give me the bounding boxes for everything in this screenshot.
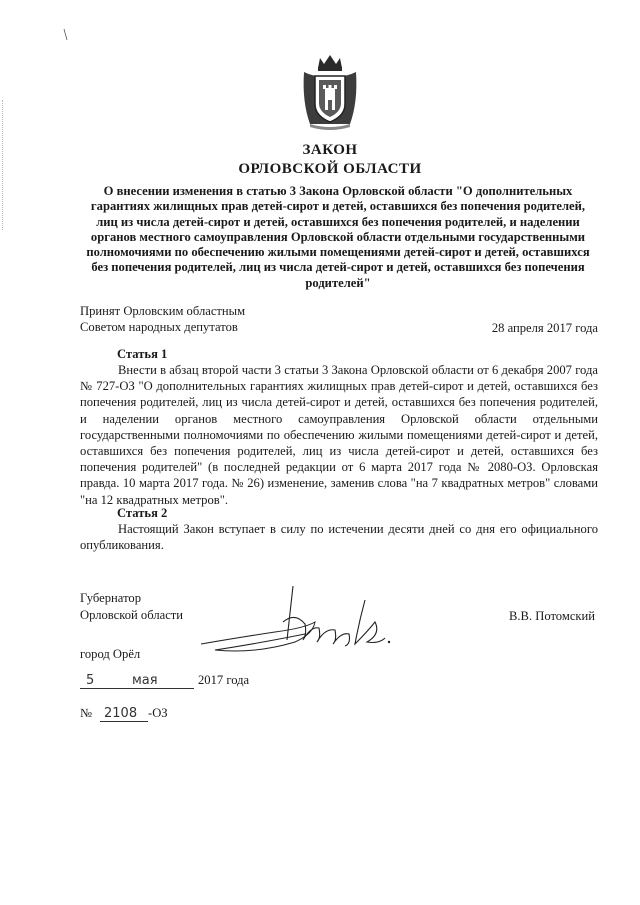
signatory-title: [80, 590, 183, 624]
signing-year: 2017 года: [198, 673, 250, 687]
handwritten-signature: [195, 582, 395, 662]
signing-date: [80, 673, 300, 693]
document-title-line1: ЗАКОН: [302, 142, 358, 158]
law-number-value: 2108: [104, 706, 138, 721]
day-underline: [80, 687, 114, 689]
coat-of-arms-icon: [300, 52, 360, 132]
place-of-signing: город Орёл: [80, 647, 141, 661]
signing-month: мая: [132, 673, 158, 688]
law-number-suffix: -ОЗ: [148, 706, 168, 720]
signatory-title-line1: Губернатор: [80, 591, 141, 605]
article-1-text: Внести в абзац второй части 3 статьи 3 Закона Орловской области от 6 декабря 2007 года № 727-ОЗ "О дополнительных гарантиях жилищных прав детей-сирот и детей, оставшихся без попечения родителей, лиц из числа детей-сирот и детей, оставшихся без попечения родителей, и наделении органов местного самоуправления Орловской области отдельными государственными полномочиями по обеспечению жилыми помещениями детей-сирот и детей, оставшихся без попечения родителей, лиц из числа детей-сирот и детей, оставшихся без попечения родителей" (в последней редакции от 6 марта 2017 года № 2080-ОЗ. Орловская правда. 10 марта 2017 года. № 26) изменение, заменив слова "на 7 квадратных метров" словами "на 12 квадратных метров".: [80, 363, 598, 507]
signing-day: 5: [86, 673, 95, 688]
article-2-heading: Статья 2: [117, 506, 168, 520]
number-underline: [100, 720, 148, 722]
law-number: [80, 706, 280, 726]
article-2-text: Настоящий Закон вступает в силу по истечении десяти дней со дня его официального опубликования.: [80, 522, 598, 553]
article-1-heading: Статья 1: [117, 347, 168, 361]
month-underline: [114, 687, 194, 689]
adoption-line1: Принят Орловским областным: [80, 304, 246, 318]
signatory-name: В.В. Потомский: [509, 609, 596, 623]
adoption-body: [80, 303, 245, 335]
signatory-title-line2: Орловской области: [80, 608, 184, 622]
adoption-line2: Советом народных депутатов: [80, 320, 238, 334]
law-subject: О внесении изменения в статью 3 Закона Орловской области "О дополнительных гарантиях жилищных прав детей-сирот и детей, оставшихся без попечения родителей, лиц из числа детей-сирот и детей, оставшихся без попечения родителей, и наделении органов местного самоуправления Орловской области отдельными государственными полномочиями по обеспечению жилыми помещениями детей-сирот и детей, оставшихся без попечения родителей, лиц из числа детей-сирот и детей, оставшихся без попечения родителей": [86, 184, 590, 290]
adoption-date: 28 апреля 2017 года: [491, 321, 598, 335]
number-sign: №: [80, 706, 93, 720]
pen-mark: [63, 28, 69, 42]
document-title-line2: ОРЛОВСКОЙ ОБЛАСТИ: [238, 161, 422, 177]
